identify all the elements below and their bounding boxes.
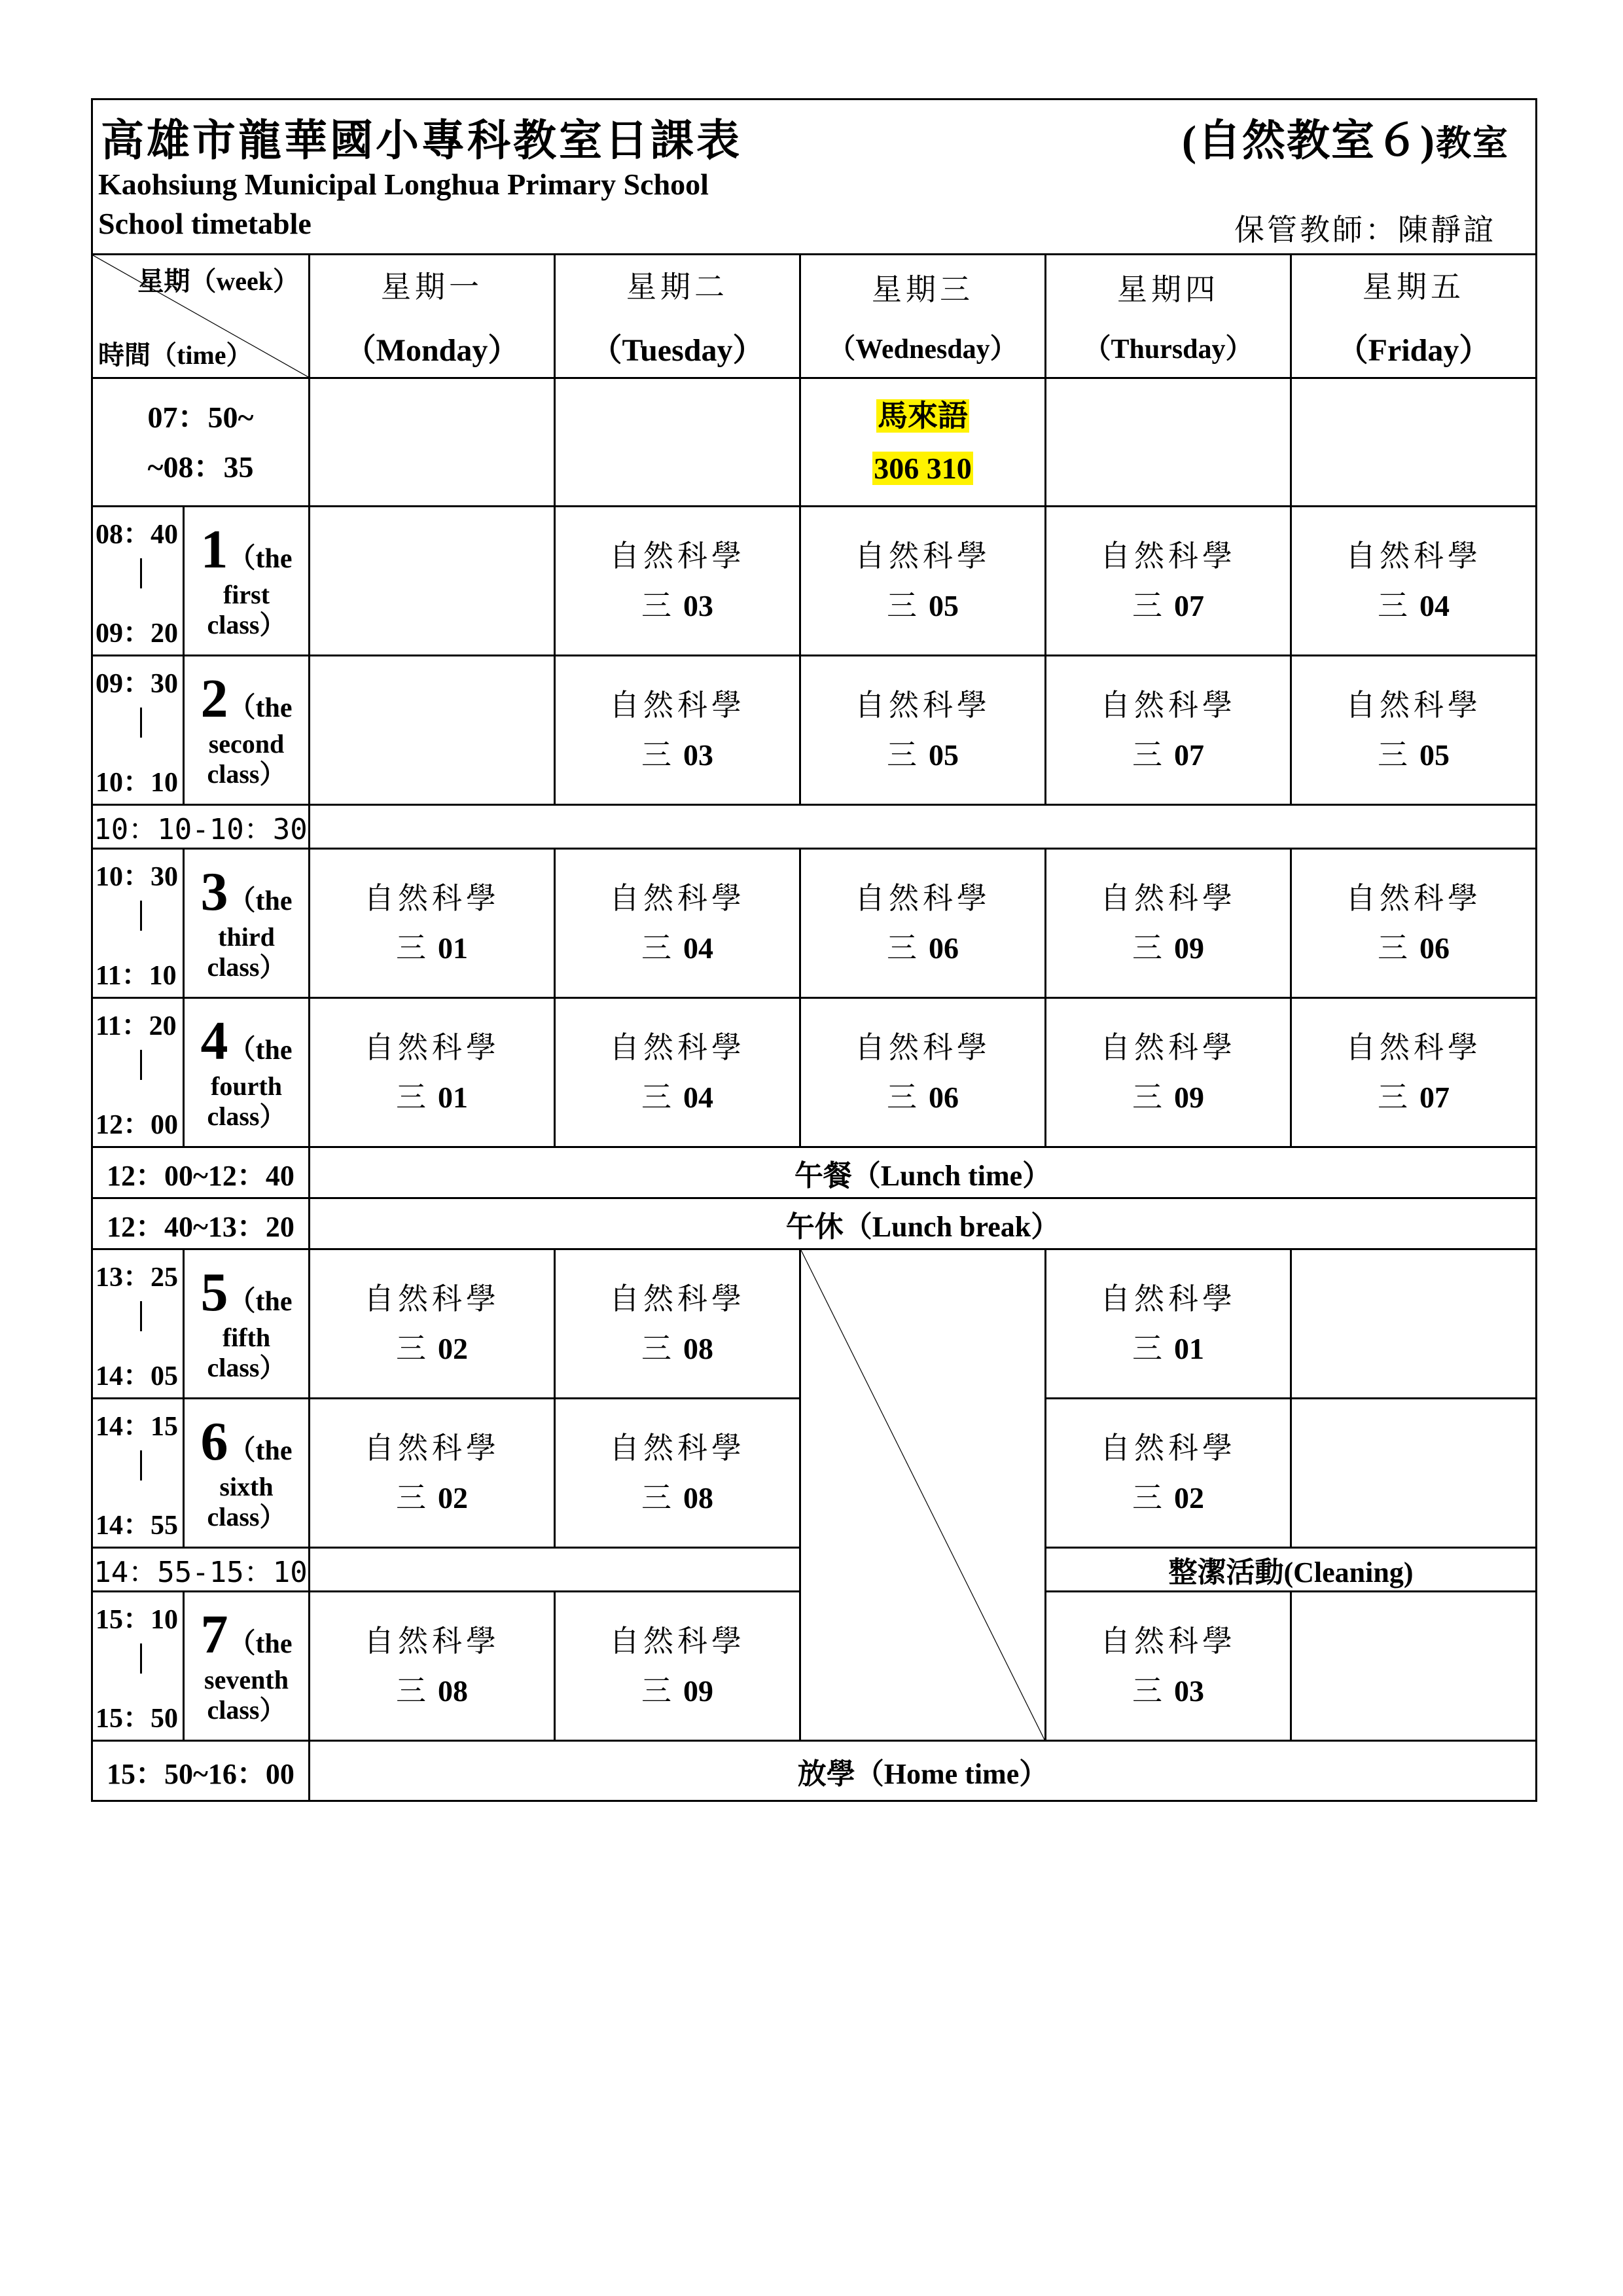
period-label-cell [184,656,310,805]
class-number: 04 [683,1081,713,1114]
empty-cell-fri [1291,1592,1537,1741]
period-ordinal: third [218,922,275,952]
day-name-cn: 星期五 [1363,268,1465,304]
period-dash [140,1050,142,1080]
subject-name: 自然科學 [1100,1281,1236,1316]
grade-label: 三 [641,588,671,623]
class-number: 03 [1174,1674,1204,1708]
header-corner-cell [92,255,310,378]
period-ordinal: fifth [222,1322,271,1352]
class-number: 01 [438,1081,468,1114]
class-number: 04 [683,931,713,965]
period-end: 11：10 [96,961,177,991]
grade-label: 三 [1132,588,1162,623]
period-class-word: class） [207,759,286,789]
class-number: 06 [1419,931,1450,965]
period-start: 08：40 [96,520,179,550]
grade-label: 三 [887,1079,917,1115]
period-dash [140,708,142,738]
period-class-word: class） [207,1695,286,1725]
recess-time: 10：10-10：30 [92,805,310,849]
class-cell-tue [555,849,800,998]
day-name-cn: 星期二 [626,268,728,304]
grade-label: 三 [1132,930,1162,965]
class-number: 06 [929,931,959,965]
class-cell-tue [555,507,800,656]
subject-name: 自然科學 [609,1281,745,1316]
keeper-teacher: 保管教師：陳靜誼 [1234,212,1496,247]
day-name-en: （Friday） [1336,332,1491,368]
class-number: 07 [1174,589,1204,622]
grade-label: 三 [396,1673,426,1708]
class-number: 05 [929,738,959,772]
subject-name: 自然科學 [1100,538,1236,573]
class-number: 03 [683,589,713,622]
day-name-cn: 星期四 [1117,272,1219,307]
period-the: （the [228,1035,293,1066]
period-class-word: class） [207,952,286,982]
subject-name: 自然科學 [1346,880,1482,916]
period-start: 09：30 [96,669,179,699]
period-label-cell [184,507,310,656]
wednesday-afternoon-empty [800,1249,1046,1741]
period-the: （the [228,1286,293,1317]
day-header-mon [310,255,555,378]
period-the: （the [228,543,293,574]
class-cell-tue [555,998,800,1147]
grade-label: 三 [641,1331,671,1366]
morning-time-end: ~08：35 [147,450,254,484]
grade-label: 三 [396,930,426,965]
class-cell-mon [310,1592,555,1741]
class-number: 02 [438,1332,468,1365]
class-cell-tue [555,1592,800,1741]
grade-label: 三 [1132,1331,1162,1366]
period-start: 15：10 [96,1605,179,1635]
period-the: （the [228,692,293,723]
grade-label: 三 [641,1673,671,1708]
period-number: 3 [200,861,228,922]
period-the: （the [228,886,293,916]
class-number: 09 [1174,931,1204,965]
lunch-label: 午餐（Lunch time） [310,1147,1537,1198]
subject-name: 自然科學 [1100,1623,1236,1659]
grade-label: 三 [1378,1079,1408,1115]
cleaning-label: 整潔活動(Cleaning) [1046,1548,1537,1592]
grade-label: 三 [1132,737,1162,772]
grade-label: 三 [641,737,671,772]
period-end: 12：00 [96,1110,179,1140]
morning-time-start: 07：50~ [147,400,254,434]
period-number: 6 [200,1410,228,1472]
period-label-cell [184,998,310,1147]
class-cell-fri [1291,998,1537,1147]
period-end: 15：50 [96,1704,179,1734]
subject-name: 自然科學 [855,880,991,916]
period-number: 7 [200,1604,228,1665]
period-start: 14：15 [96,1412,179,1442]
class-number: 02 [1174,1481,1204,1515]
period-number: 5 [200,1261,228,1323]
subject-name: 自然科學 [1346,538,1482,573]
page-title: 高雄市龍華國小專科教室日課表 [101,117,742,165]
class-number: 09 [1174,1081,1204,1114]
room-main: (自然教室６) [1182,117,1436,165]
class-cell-thu [1046,1592,1291,1741]
period-class-word: class） [207,1352,286,1382]
grade-label: 三 [641,930,671,965]
period-dash [140,1450,142,1480]
class-cell-fri [1291,849,1537,998]
subject-name: 自然科學 [1346,687,1482,723]
subject-name: 自然科學 [855,687,991,723]
room-name [1182,105,1509,168]
class-cell-wed [800,849,1046,998]
class-cell-mon [310,998,555,1147]
school-name-en: Kaohsiung Municipal Longhua Primary School [98,168,709,201]
period-number: 1 [200,518,228,580]
period-dash [140,1643,142,1674]
empty-cell-fri [1291,1249,1537,1399]
grade-label: 三 [396,1079,426,1115]
subject-name: 自然科學 [364,1030,500,1065]
period-class-word: class） [207,1501,286,1532]
day-name-en: （Thursday） [1083,334,1253,365]
home-time: 15：50~16：00 [92,1741,310,1801]
class-cell-tue [555,1399,800,1548]
grade-label: 三 [1378,588,1408,623]
class-cell-thu [1046,998,1291,1147]
class-number: 01 [1174,1332,1204,1365]
period-number: 4 [200,1010,228,1071]
class-cell-mon [310,849,555,998]
day-name-en: （Tuesday） [590,332,764,368]
morning-cell-thu [1046,378,1291,507]
day-name-cn: 星期一 [381,268,483,304]
class-number: 08 [683,1332,713,1365]
grade-label: 三 [641,1480,671,1515]
class-number: 09 [683,1674,713,1708]
subject-name: 自然科學 [609,1030,745,1065]
period-class-word: class） [207,1101,286,1131]
grade-label: 三 [1378,930,1408,965]
period-label-cell [184,1592,310,1741]
period-start: 13：25 [96,1263,179,1293]
corner-week-label: 星期（week） [137,266,299,296]
class-cell-wed [800,507,1046,656]
class-cell-tue [555,1249,800,1399]
subject-name: 自然科學 [1100,1430,1236,1465]
grade-label: 三 [1378,737,1408,772]
period-label-cell [184,1399,310,1548]
cleaning-empty-cell [310,1548,800,1592]
class-cell-fri [1291,656,1537,805]
nap-time: 12：40~13：20 [92,1198,310,1249]
period-class-word: class） [207,609,286,639]
subject-name: 自然科學 [364,1623,500,1659]
class-number: 07 [1419,1081,1450,1114]
class-number: 05 [929,589,959,622]
class-cell-mon [310,1249,555,1399]
subject-name: 自然科學 [609,880,745,916]
class-cell-thu [1046,1249,1291,1399]
malay-subject: 馬來語 [878,399,968,433]
grade-label: 三 [887,588,917,623]
period-ordinal: fourth [211,1071,282,1101]
subject-name: 自然科學 [1346,1030,1482,1065]
empty-cell-mon [310,507,555,656]
period-time-cell [92,1592,184,1741]
subject-name: 自然科學 [609,1623,745,1659]
class-number: 06 [929,1081,959,1114]
period-ordinal: seventh [204,1664,289,1695]
grade-label: 三 [887,930,917,965]
room-suffix: 教室 [1436,124,1509,163]
period-ordinal: sixth [219,1471,274,1501]
day-header-thu [1046,255,1291,378]
period-the: （the [228,1628,293,1659]
grade-label: 三 [396,1331,426,1366]
grade-label: 三 [396,1480,426,1515]
class-cell-thu [1046,849,1291,998]
morning-time-cell [92,378,310,507]
period-time-cell [92,1249,184,1399]
period-time-cell [92,849,184,998]
subject-name: 自然科學 [609,687,745,723]
day-name-en: （Monday） [344,332,520,368]
subject-name: 自然科學 [364,1430,500,1465]
class-number: 01 [438,931,468,965]
empty-cell-mon [310,656,555,805]
malay-classes: 306 310 [874,451,972,485]
grade-label: 三 [1132,1480,1162,1515]
class-cell-thu [1046,507,1291,656]
subject-name: 自然科學 [609,538,745,573]
day-name-cn: 星期三 [872,272,974,307]
subject-name: 自然科學 [855,1030,991,1065]
class-cell-wed [800,656,1046,805]
day-header-fri [1291,255,1537,378]
period-the: （the [228,1435,293,1466]
day-header-wed [800,255,1046,378]
subject-name: 自然科學 [1100,1030,1236,1065]
class-number: 08 [438,1674,468,1708]
period-start: 11：20 [96,1011,177,1041]
day-name-en: （Wednesday） [828,334,1018,365]
grade-label: 三 [641,1079,671,1115]
period-end: 09：20 [96,619,179,649]
subject-name: 自然科學 [364,1281,500,1316]
corner-time-label: 時間（time） [98,340,253,370]
period-label-cell [184,1249,310,1399]
timetable-header [91,98,1537,253]
period-time-cell [92,998,184,1147]
class-number: 07 [1174,738,1204,772]
class-number: 05 [1419,738,1450,772]
class-cell-wed [800,998,1046,1147]
period-ordinal: second [208,728,285,759]
empty-cell-fri [1291,1399,1537,1548]
diagonal-slash [801,1250,1044,1740]
period-time-cell [92,1399,184,1548]
period-start: 10：30 [96,862,179,892]
class-cell-fri [1291,507,1537,656]
period-time-cell [92,507,184,656]
day-header-tue [555,255,800,378]
subject-name: 自然科學 [855,538,991,573]
lunch-time: 12：00~12：40 [92,1147,310,1198]
class-number: 04 [1419,589,1450,622]
period-ordinal: first [223,579,270,609]
class-cell-thu [1046,656,1291,805]
period-dash [140,901,142,931]
morning-cell-mon [310,378,555,507]
period-end: 10：10 [96,768,179,798]
period-dash [140,1301,142,1331]
period-number: 2 [200,668,228,729]
home-label: 放學（Home time） [310,1741,1537,1801]
class-cell-tue [555,656,800,805]
period-label-cell [184,849,310,998]
subject-name: 自然科學 [1100,880,1236,916]
recess-cell [310,805,1537,849]
class-cell-mon [310,1399,555,1548]
morning-cell-tue [555,378,800,507]
timetable-table [91,253,1537,1802]
class-cell-thu [1046,1399,1291,1548]
period-dash [140,558,142,588]
period-end: 14：05 [96,1361,179,1391]
subject-name: 自然科學 [1100,687,1236,723]
cleaning-time: 14：55-15：10 [92,1548,310,1592]
period-end: 14：55 [96,1511,179,1541]
morning-cell-wed [800,378,1046,507]
subject-name: 自然科學 [364,880,500,916]
grade-label: 三 [887,737,917,772]
grade-label: 三 [1132,1079,1162,1115]
subject-name: 自然科學 [609,1430,745,1465]
morning-cell-fri [1291,378,1537,507]
timetable-sheet [91,98,1537,1802]
class-number: 08 [683,1481,713,1515]
nap-label: 午休（Lunch break） [310,1198,1537,1249]
period-time-cell [92,656,184,805]
timetable-label-en: School timetable [98,207,312,240]
class-number: 02 [438,1481,468,1515]
class-number: 03 [683,738,713,772]
grade-label: 三 [1132,1673,1162,1708]
